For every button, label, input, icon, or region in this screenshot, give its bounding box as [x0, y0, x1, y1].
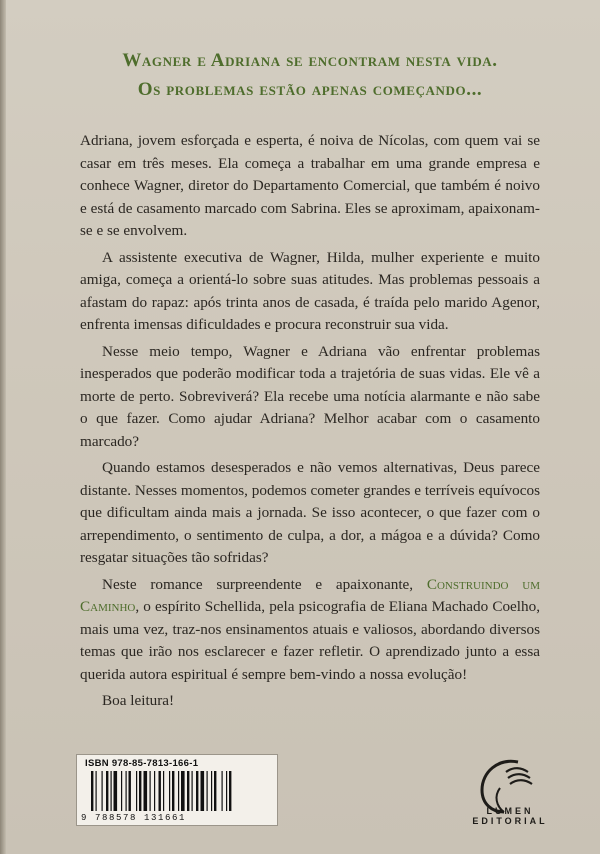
synopsis-paragraph-2: A assistente executiva de Wagner, Hilda, mulher experiente e muito amiga, começa a orientá-lo sobre suas atitudes. Mas problemas pessoais a afastam do rapaz: após trinta anos de casada, é traída pelo marido Agenor, enfrenta imensas dificuldades e procura reconstruir sua vida.: [80, 248, 540, 333]
barcode: [91, 771, 263, 811]
barcode-bar: [102, 771, 103, 811]
synopsis-p5-rest: , o espírito Schellida, pela psicografia de Eliana Machado Coelho, mais uma vez, traz-nos ensinamentos atuais e valiosos, abordando diversos temas que irão nos esclarecer e fazer refletir. O aprendizado junto a essa querida autora espiritual é sempre bem-vindo a nossa evolução!: [80, 598, 540, 683]
barcode-bar: [139, 771, 141, 811]
barcode-bar: [172, 771, 174, 811]
barcode-bar: [136, 771, 137, 811]
isbn-label: ISBN 978-85-7813-166-1: [85, 758, 199, 769]
barcode-bar: [106, 771, 108, 811]
barcode-bar: [196, 771, 198, 811]
barcode-bar: [159, 771, 161, 811]
barcode-bar: [163, 771, 164, 811]
synopsis-paragraph-5: [80, 574, 540, 687]
barcode-digits: 9 788578 131661: [81, 813, 187, 823]
publisher-name-line-1: LÚMEN: [486, 806, 534, 816]
barcode-bar: [211, 771, 212, 811]
barcode-bar: [96, 771, 97, 811]
book-title: Construindo um Caminho: [80, 575, 540, 615]
barcode-bar: [229, 771, 231, 811]
barcode-bar: [187, 771, 189, 811]
barcode-bar: [207, 771, 208, 811]
synopsis-paragraph-4: Quando estamos desesperados e não vemos alternativas, Deus parece distante. Nesses momentos, podemos cometer grandes e terríveis equívocos que dificultam ainda mais a jornada. Se isso acontecer, o que fazer com o arrependimento, o sentimento de culpa, a dor, a mágoa e a dúvida? Como resgatar situações tão sofridas?: [80, 459, 540, 566]
synopsis: [80, 130, 540, 717]
barcode-bar: [121, 771, 122, 811]
barcode-bar: [181, 771, 185, 811]
barcode-bar: [91, 771, 93, 811]
barcode-bar: [154, 771, 155, 811]
headline: [40, 46, 580, 104]
publisher-name: [470, 806, 550, 826]
synopsis-p5-intro: Neste romance surpreendente e apaixonante,: [102, 575, 427, 593]
barcode-bar: [150, 771, 151, 811]
synopsis-paragraph-6: Boa leitura!: [102, 692, 175, 709]
barcode-bar: [169, 771, 170, 811]
barcode-bar: [129, 771, 131, 811]
barcode-bar: [126, 771, 127, 811]
barcode-bar: [111, 771, 112, 811]
barcode-bar: [201, 771, 205, 811]
publisher-name-line-2: EDITORIAL: [472, 816, 548, 826]
barcode-bar: [222, 771, 223, 811]
headline-line-2: Os problemas estão apenas começando...: [137, 79, 483, 100]
synopsis-paragraph-1: Adriana, jovem esforçada e esperta, é noiva de Nícolas, com quem vai se casar em três meses. Ela começa a trabalhar em uma grande empresa e conhece Wagner, diretor do Departamento Comercial, que também é noivo e está de casamento marcado com Sabrina. Eles se aproximam, apaixonam-se e se envolvem.: [80, 132, 540, 239]
spine-edge: [0, 0, 6, 854]
barcode-bar: [214, 771, 216, 811]
isbn-barcode-box: [76, 754, 278, 826]
barcode-bar: [192, 771, 193, 811]
barcode-bar: [144, 771, 148, 811]
synopsis-paragraph-3: Nesse meio tempo, Wagner e Adriana vão enfrentar problemas inesperados que poderão modificar toda a trajetória de suas vidas. Ele vê a morte de perto. Sobreviverá? Ela recebe uma notícia alarmante e não sabe o que fazer. Como ajudar Adriana? Melhor acabar com o casamento marcado?: [80, 342, 540, 450]
headline-line-1: Wagner e Adriana se encontram nesta vida.: [122, 50, 498, 71]
barcode-bar: [178, 771, 179, 811]
barcode-bar: [114, 771, 118, 811]
barcode-bar: [226, 771, 227, 811]
